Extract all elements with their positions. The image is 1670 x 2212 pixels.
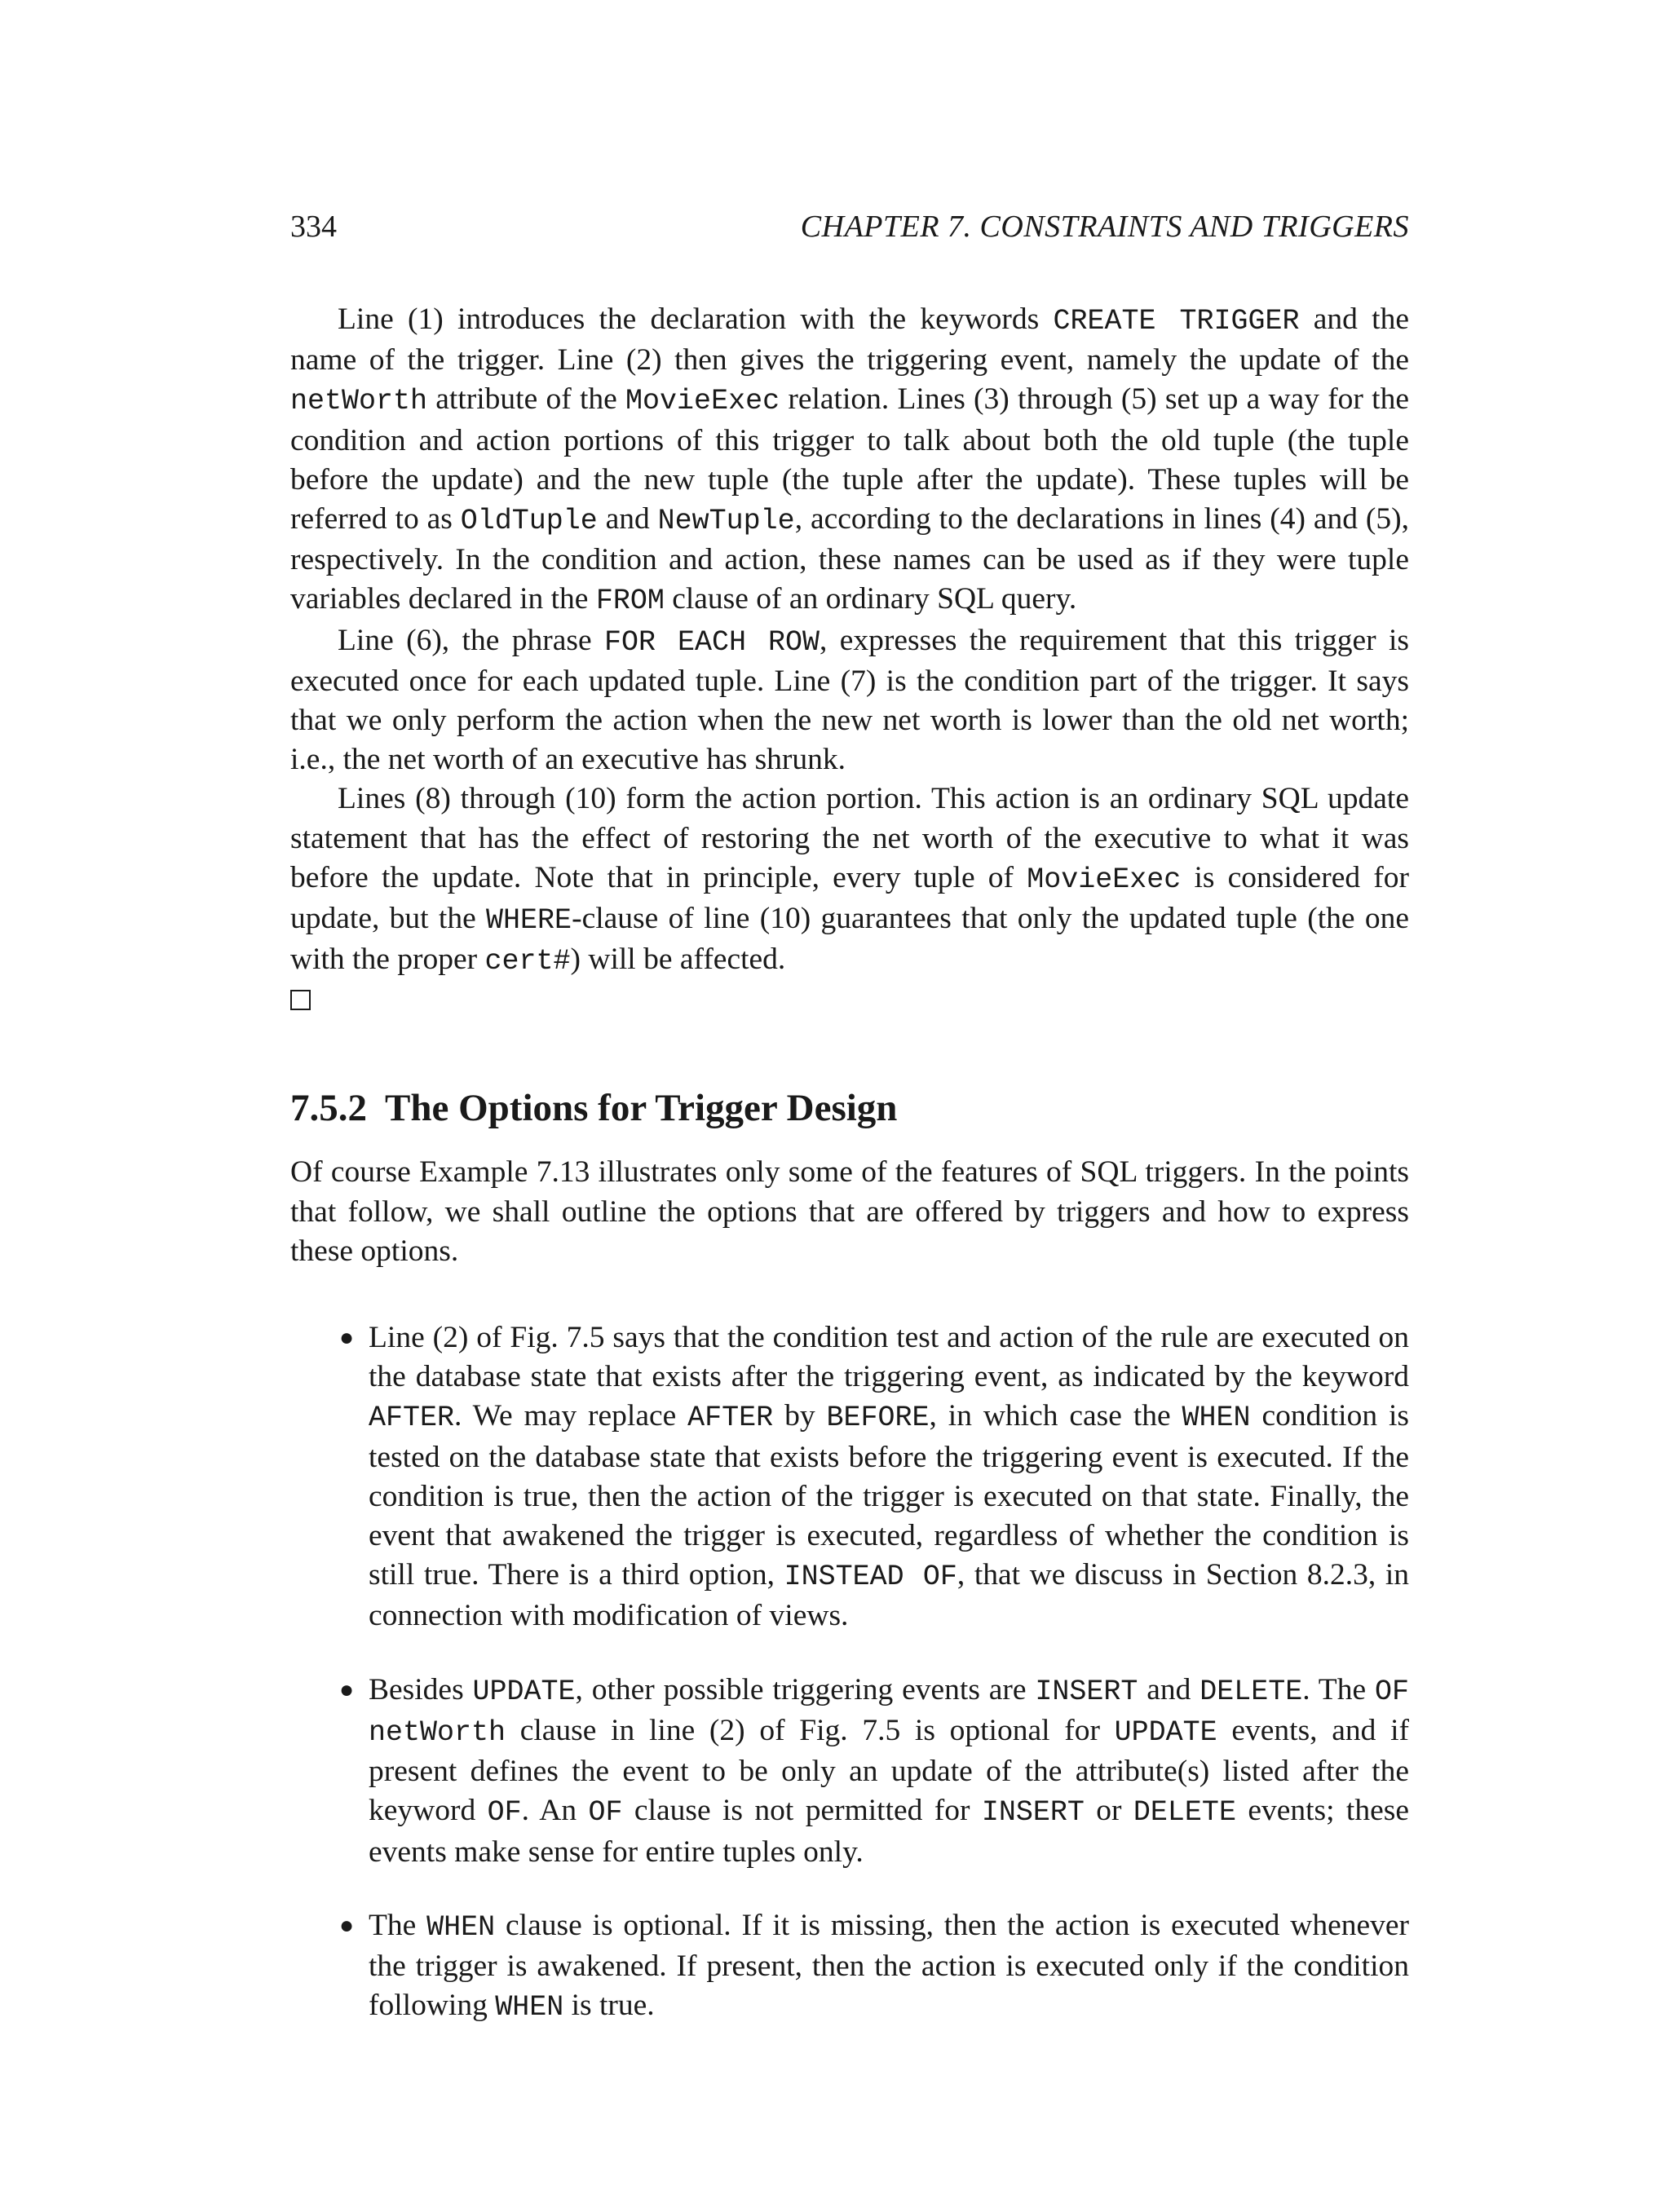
end-of-proof-square-icon — [290, 990, 311, 1010]
page-body — [290, 300, 1409, 2061]
list-item: ● Besides UPDATE, other possible triggering events are INSERT and DELETE. The OF netWorth clause in line (2) of Fig. 7.5 is optional for UPDATE events, and if present defines the event to be only an update of the attribute(s) listed after the keyword OF. An OF clause is not permitted for INSERT or DELETE events; these events make sense for entire tuples only. — [290, 1671, 1409, 1872]
bullet-icon: ● — [339, 1324, 355, 1352]
trigger-options-list — [290, 1318, 1409, 2027]
section-number: 7.5.2 — [290, 1087, 367, 1130]
code-networth: netWorth — [290, 385, 428, 418]
chapter-title: CHAPTER 7. CONSTRAINTS AND TRIGGERS — [800, 210, 1409, 244]
code-movieexec: MovieExec — [1027, 863, 1182, 896]
section-heading — [290, 1083, 1409, 1133]
section-intro-paragraph: Of course Example 7.13 illustrates only some of the features of SQL triggers. In the points that follow, we shall outline the options that are offered by triggers and how to express these options. — [290, 1155, 1409, 1268]
bullet-icon: ● — [339, 1676, 355, 1703]
running-head — [290, 204, 1409, 249]
list-item: ● Line (2) of Fig. 7.5 says that the condition test and action of the rule are executed on the database state that exists after the triggering event, as indicated by the keyword AFTER. We may replace AFTER by BEFORE, in which case the WHEN condition is tested on the database state that exists before the triggering event is executed. If the condition is true, then the action of the trigger is executed on that state. Finally, the event that awakened the trigger is executed, regardless of whether the condition is still true. There is a third option, INSTEAD OF, that we discuss in Section 8.2.3, in connection with modification of views. — [290, 1318, 1409, 1636]
code-for-each-row: FOR EACH ROW — [603, 625, 820, 659]
paragraph-for-each-row: Line (6), the phrase FOR EACH ROW, expresses the requirement that this trigger is executed once for each updated tuple. Line (7) is the condition part of the trigger. It says that we only perform the action when the new net worth is lower than the old net worth; i.e., the net worth of an executive has shrunk. — [290, 623, 1409, 777]
code-newtuple: NewTuple — [657, 505, 795, 538]
code-where: WHERE — [486, 904, 572, 938]
paragraph-trigger-declaration: Line (1) introduces the declaration with the keywords CREATE TRIGGER and the name of the trigger. Line (2) then gives the triggering event, namely the update of the netWorth attribute of the MovieExec relation. Lines (3) through (5) set up a way for the condition and action portions of this trigger to talk about both the old tuple (the tuple before the update) and the new tuple (the tuple after the update). These tuples will be referred to as OldTuple and NewTuple, according to the declarations in lines (4) and (5), respectively. In the condition and action, these names can be used as if they were tuple variables declared in the FROM clause of an ordinary SQL query. — [290, 302, 1409, 618]
code-cert: cert# — [484, 945, 571, 978]
code-oldtuple: OldTuple — [460, 505, 598, 538]
code-movieexec: MovieExec — [625, 385, 780, 418]
list-item: ● The WHEN clause is optional. If it is missing, then the action is executed whenever the trigger is awakened. If present, then the action is executed only if the condition following WHEN is true. — [290, 1906, 1409, 2028]
paragraph-action-portion: Lines (8) through (10) form the action portion. This action is an ordinary SQL update statement that has the effect of restoring the net worth of the executive to what it was before the update. Note that in principle, every tuple of MovieExec is considered for update, but the WHERE-clause of line (10) guarantees that only the updated tuple (the one with the proper cert#) will be affected. — [290, 782, 1409, 978]
code-create-trigger: CREATE TRIGGER — [1053, 305, 1300, 338]
bullet-icon: ● — [339, 1911, 355, 1939]
section-title: The Options for Trigger Design — [385, 1087, 898, 1130]
end-of-example — [290, 981, 1409, 1020]
code-from: FROM — [595, 585, 665, 618]
page-number: 334 — [290, 210, 337, 244]
